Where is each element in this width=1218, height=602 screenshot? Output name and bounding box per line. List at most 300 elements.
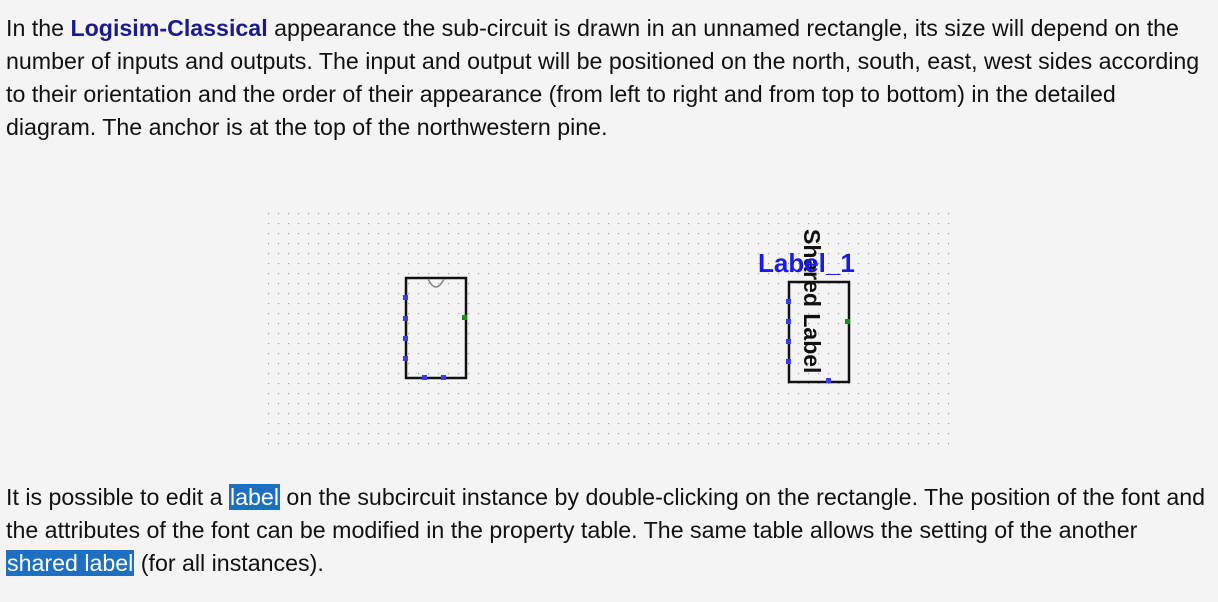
grid-dot [948,363,949,364]
grid-dot [528,233,529,234]
grid-dot [848,423,849,424]
grid-dot [368,413,369,414]
grid-dot [468,403,469,404]
grid-dot [468,383,469,384]
grid-dot [948,413,949,414]
grid-dot [428,243,429,244]
grid-dot [728,393,729,394]
grid-dot [468,273,469,274]
grid-dot [538,343,539,344]
grid-dot [768,413,769,414]
grid-dot [308,253,309,254]
grid-dot [688,333,689,334]
grid-dot [888,263,889,264]
grid-dot [878,393,879,394]
grid-dot [608,393,609,394]
grid-dot [568,293,569,294]
grid-dot [528,373,529,374]
grid-dot [538,353,539,354]
grid-dot [388,363,389,364]
grid-dot [518,213,519,214]
grid-dot [528,223,529,224]
grid-dot [528,443,529,444]
grid-dot [748,263,749,264]
grid-dot [318,413,319,414]
grid-dot [828,363,829,364]
grid-dot [458,363,459,364]
grid-dot [378,323,379,324]
grid-dot [498,303,499,304]
grid-dot [618,443,619,444]
grid-dot [718,263,719,264]
grid-dot [628,223,629,224]
app-name-link[interactable]: Logisim-Classical [70,15,268,41]
grid-dot [558,223,559,224]
grid-dot [718,353,719,354]
grid-dot [288,343,289,344]
grid-dot [268,273,269,274]
grid-dot [538,413,539,414]
grid-dot [648,313,649,314]
grid-dot [458,333,459,334]
grid-dot [578,353,579,354]
grid-dot [498,223,499,224]
grid-dot [868,433,869,434]
grid-dot [268,263,269,264]
grid-dot [928,403,929,404]
grid-dot [938,243,939,244]
grid-dot [738,233,739,234]
grid-dot [748,313,749,314]
grid-dot [358,393,359,394]
grid-dot [898,303,899,304]
grid-dot [598,313,599,314]
grid-dot [918,443,919,444]
grid-dot [348,433,349,434]
grid-dot [478,263,479,264]
grid-dot [658,433,659,434]
grid-dot [898,253,899,254]
grid-dot [568,373,569,374]
grid-dot [398,323,399,324]
grid-dot [798,393,799,394]
grid-dot [298,263,299,264]
grid-dot [328,343,329,344]
grid-dot [808,433,809,434]
grid-dot [468,363,469,364]
grid-dot [528,423,529,424]
grid-dot [518,363,519,364]
grid-dot [318,223,319,224]
grid-dot [518,393,519,394]
grid-dot [788,393,789,394]
grid-dot [438,413,439,414]
grid-dot [728,423,729,424]
grid-dot [868,213,869,214]
grid-dot [488,223,489,224]
grid-dot [478,393,479,394]
grid-dot [908,253,909,254]
grid-dot [918,333,919,334]
grid-dot [668,303,669,304]
grid-dot [838,363,839,364]
grid-dot [648,393,649,394]
grid-dot [678,373,679,374]
grid-dot [368,283,369,284]
grid-dot [398,243,399,244]
grid-dot [918,273,919,274]
grid-dot [488,353,489,354]
grid-dot [878,383,879,384]
grid-dot [698,323,699,324]
grid-dot [738,243,739,244]
grid-dot [658,413,659,414]
grid-dot [298,363,299,364]
grid-dot [518,223,519,224]
grid-dot [638,383,639,384]
grid-dot [408,373,409,374]
grid-dot [568,313,569,314]
grid-dot [308,403,309,404]
grid-dot [918,423,919,424]
grid-dot [508,293,509,294]
grid-dot [268,323,269,324]
grid-dot [928,323,929,324]
classical-subcircuit[interactable] [403,278,467,380]
grid-dot [698,383,699,384]
grid-dot [578,333,579,334]
grid-dot [418,273,419,274]
grid-dot [838,373,839,374]
grid-dot [728,283,729,284]
grid-dot [598,383,599,384]
grid-dot [608,223,609,224]
grid-dot [728,313,729,314]
grid-dot [858,373,859,374]
grid-dot [678,353,679,354]
grid-dot [738,323,739,324]
grid-dot [838,243,839,244]
grid-dot [278,313,279,314]
grid-dot [618,323,619,324]
grid-dot [618,433,619,434]
grid-dot [318,303,319,304]
grid-dot [368,263,369,264]
grid-dot [658,363,659,364]
grid-dot [908,363,909,364]
grid-dot [768,223,769,224]
grid-dot [618,353,619,354]
grid-dot [288,433,289,434]
grid-dot [768,243,769,244]
grid-dot [268,413,269,414]
grid-dot [398,433,399,434]
grid-dot [688,253,689,254]
grid-dot [778,223,779,224]
grid-dot [848,213,849,214]
grid-dot [608,323,609,324]
grid-dot [448,363,449,364]
grid-dot [918,233,919,234]
grid-dot [528,433,529,434]
shared-label-link[interactable]: shared label [7,550,134,576]
intro-text-before: In the [6,15,71,41]
grid-dot [708,363,709,364]
grid-dot [538,213,539,214]
subcircuit-figure [0,205,1218,455]
grid-dot [338,363,339,364]
grid-dot [638,293,639,294]
grid-dot [578,413,579,414]
grid-dot [468,223,469,224]
grid-dot [488,373,489,374]
grid-dot [408,233,409,234]
grid-dot [698,433,699,434]
grid-dot [288,303,289,304]
grid-dot [648,343,649,344]
grid-dot [648,283,649,284]
grid-dot [678,253,679,254]
grid-dot [938,373,939,374]
grid-dot [908,293,909,294]
grid-dot [548,293,549,294]
grid-dot [388,433,389,434]
grid-dot [268,363,269,364]
grid-dot [828,323,829,324]
grid-dot [448,373,449,374]
grid-dot [448,323,449,324]
grid-dot [408,423,409,424]
grid-dot [298,433,299,434]
grid-dot [948,433,949,434]
grid-dot [798,423,799,424]
grid-dot [878,293,879,294]
grid-dot [638,403,639,404]
grid-dot [628,323,629,324]
grid-dot [368,253,369,254]
grid-dot [738,273,739,274]
grid-dot [788,443,789,444]
grid-dot [938,443,939,444]
grid-dot [548,273,549,274]
grid-dot [928,333,929,334]
grid-dot [468,253,469,254]
grid-dot [498,393,499,394]
grid-dot [668,313,669,314]
grid-dot [398,423,399,424]
grid-dot [308,333,309,334]
grid-dot [738,413,739,414]
grid-dot [638,433,639,434]
grid-dot [358,413,359,414]
grid-dot [458,433,459,434]
grid-dot [938,293,939,294]
grid-dot [438,433,439,434]
grid-dot [418,293,419,294]
grid-dot [678,433,679,434]
labeled-subcircuit[interactable] [758,229,855,383]
grid-dot [318,313,319,314]
grid-dot [338,213,339,214]
grid-dot [418,443,419,444]
grid-dot [638,323,639,324]
grid-dot [948,323,949,324]
grid-dot [918,293,919,294]
input-pin [403,295,408,300]
grid-dot [898,233,899,234]
grid-dot [768,383,769,384]
grid-dot [338,333,339,334]
grid-dot [388,443,389,444]
grid-dot [878,333,879,334]
grid-dot [298,393,299,394]
grid-dot [368,293,369,294]
grid-dot [628,303,629,304]
grid-dot [778,403,779,404]
grid-dot [858,243,859,244]
grid-dot [388,343,389,344]
grid-dot [718,323,719,324]
grid-dot [678,283,679,284]
grid-dot [928,273,929,274]
grid-dot [488,443,489,444]
grid-dot [928,313,929,314]
grid-dot [358,223,359,224]
grid-dot [318,283,319,284]
grid-dot [708,263,709,264]
grid-dot [478,333,479,334]
grid-dot [278,293,279,294]
grid-dot [658,373,659,374]
grid-dot [708,403,709,404]
grid-dot [648,253,649,254]
grid-dot [368,373,369,374]
grid-dot [298,383,299,384]
grid-dot [878,313,879,314]
grid-dot [618,293,619,294]
grid-dot [658,293,659,294]
grid-dot [718,223,719,224]
grid-dot [888,293,889,294]
grid-dot [948,283,949,284]
grid-dot [678,413,679,414]
grid-dot [408,253,409,254]
grid-dot [308,293,309,294]
grid-dot [348,423,349,424]
grid-dot [448,383,449,384]
grid-dot [778,213,779,214]
grid-dot [838,353,839,354]
grid-dot [498,233,499,234]
grid-dot [368,363,369,364]
grid-dot [408,213,409,214]
grid-dot [588,303,589,304]
input-pin [403,316,408,321]
grid-dot [278,303,279,304]
grid-dot [698,243,699,244]
grid-dot [618,423,619,424]
grid-dot [578,443,579,444]
grid-dot [928,353,929,354]
grid-dot [318,293,319,294]
grid-dot [718,213,719,214]
grid-dot [448,273,449,274]
grid-dot [838,293,839,294]
grid-dot [478,303,479,304]
grid-dot [688,343,689,344]
grid-dot [648,263,649,264]
grid-dot [878,343,879,344]
grid-dot [618,283,619,284]
grid-dot [628,283,629,284]
grid-dot [268,373,269,374]
grid-dot [788,423,789,424]
grid-dot [758,403,759,404]
grid-dot [488,293,489,294]
grid-dot [748,253,749,254]
grid-dot [408,413,409,414]
grid-dot [758,423,759,424]
grid-dot [278,363,279,364]
grid-dot [488,363,489,364]
grid-dot [838,313,839,314]
grid-dot [828,333,829,334]
intro-paragraph [6,12,1212,144]
grid-dot [328,373,329,374]
label-link[interactable]: label [229,484,279,510]
grid-dot [538,323,539,324]
grid-dot [598,373,599,374]
grid-dot [908,303,909,304]
grid-dot [948,253,949,254]
grid-dot [328,413,329,414]
grid-dot [608,313,609,314]
grid-dot [618,333,619,334]
grid-dot [318,383,319,384]
grid-dot [928,373,929,374]
grid-dot [288,263,289,264]
grid-dot [648,363,649,364]
grid-dot [818,223,819,224]
grid-dot [508,313,509,314]
grid-dot [568,363,569,364]
grid-dot [428,443,429,444]
grid-dot [608,353,609,354]
grid-dot [468,343,469,344]
grid-dot [288,253,289,254]
grid-dot [538,243,539,244]
grid-dot [288,273,289,274]
grid-dot [418,223,419,224]
grid-dot [428,353,429,354]
grid-dot [598,293,599,294]
grid-dot [768,403,769,404]
grid-dot [418,383,419,384]
grid-dot [948,403,949,404]
grid-dot [518,443,519,444]
grid-dot [768,373,769,374]
grid-dot [728,373,729,374]
grid-dot [298,443,299,444]
grid-dot [448,303,449,304]
grid-dot [628,423,629,424]
grid-dot [618,263,619,264]
grid-dot [548,433,549,434]
grid-dot [308,373,309,374]
grid-dot [448,403,449,404]
grid-dot [348,413,349,414]
grid-dot [698,373,699,374]
